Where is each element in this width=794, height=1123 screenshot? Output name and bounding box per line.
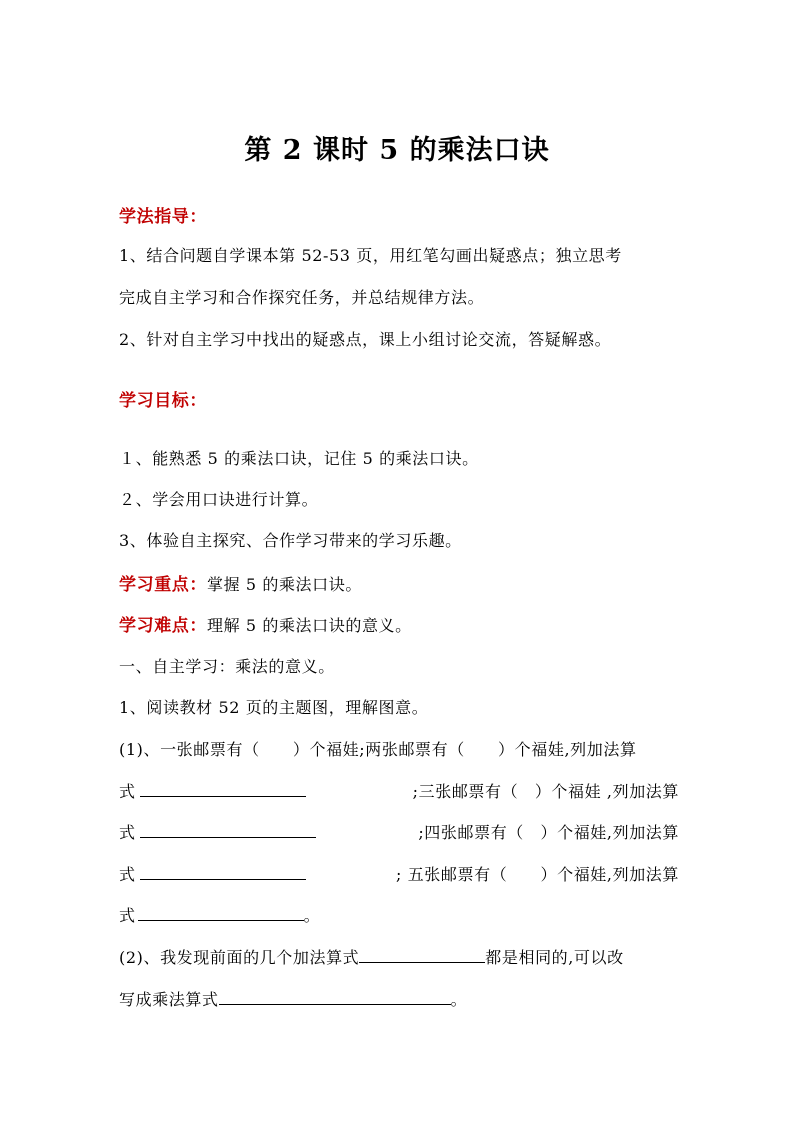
question-1-line-4: [119, 862, 679, 885]
goals-heading: 学习目标：: [119, 391, 207, 411]
question-1-text-2: ;三张邮票有（ ）个福娃 ,列加法算: [412, 782, 679, 801]
question-1-text-5: 。: [303, 906, 321, 925]
answer-blank-3[interactable]: [140, 863, 306, 880]
question-1-text-4: ; 五张邮票有（ ）个福娃,列加法算: [396, 865, 679, 884]
question-1-line-1: (1)、一张邮票有（ ）个福娃;两张邮票有（ ）个福娃,列加法算: [119, 740, 637, 759]
key-point-label: 学习重点：: [119, 575, 207, 595]
question-1-text-3: ;四张邮票有（ ）个福娃,列加法算: [418, 823, 679, 842]
question-1-line-5: [119, 903, 679, 926]
answer-blank-6[interactable]: [219, 988, 451, 1005]
difficulty-text: 理解 5 的乘法口诀的意义。: [207, 616, 412, 635]
goal-item-3: 3、体验自主探究、合作学习带来的学习乐趣。: [119, 531, 462, 550]
question-2-text-1: (2)、我发现前面的几个加法算式: [119, 948, 360, 967]
formula-prefix: 式: [119, 823, 136, 842]
question-1-line-2: [119, 779, 679, 802]
answer-blank-2[interactable]: [140, 821, 316, 838]
key-point-text: 掌握 5 的乘法口诀。: [207, 575, 362, 594]
question-1-line-3: [119, 820, 679, 843]
guide-item-1-line-2: 完成自主学习和合作探究任务，并总结规律方法。: [119, 288, 485, 307]
difficulty-line: [119, 611, 679, 636]
formula-prefix: 式: [119, 865, 136, 884]
page-title: 第 2 课时 5 的乘法口诀: [244, 135, 550, 166]
section-1-item-1: 1、阅读教材 52 页的主题图，理解图意。: [119, 698, 429, 717]
goal-item-1: １、能熟悉 5 的乘法口诀，记住 5 的乘法口诀。: [119, 449, 479, 468]
goal-item-2: ２、学会用口诀进行计算。: [119, 490, 319, 509]
guide-item-2: 2、针对自主学习中找出的疑惑点，课上小组讨论交流，答疑解惑。: [119, 330, 612, 349]
formula-prefix: 式: [119, 782, 136, 801]
answer-blank-5[interactable]: [359, 946, 485, 963]
answer-blank-4[interactable]: [138, 904, 304, 921]
answer-blank-1[interactable]: [140, 780, 306, 797]
guide-item-1-line-1: 1、结合问题自学课本第 52-53 页，用红笔勾画出疑惑点；独立思考: [119, 246, 622, 265]
formula-prefix: 式: [119, 906, 136, 925]
question-2-line-1: [119, 945, 679, 968]
key-point-line: [119, 570, 679, 595]
section-1-heading: 一、自主学习：乘法的意义。: [119, 657, 335, 676]
question-2-text-3: 写成乘法算式: [119, 990, 219, 1009]
question-2-text-2: 都是相同的,可以改: [485, 948, 624, 967]
question-2-line-2: [119, 987, 679, 1010]
question-2-text-4: 。: [450, 990, 468, 1009]
difficulty-label: 学习难点：: [119, 616, 207, 636]
guide-heading: 学法指导：: [119, 207, 207, 227]
